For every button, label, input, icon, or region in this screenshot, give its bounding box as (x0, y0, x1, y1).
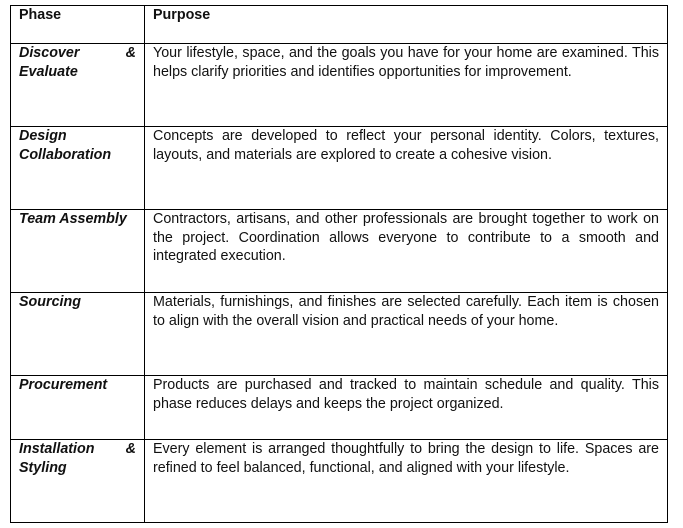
phase-cell: Sourcing (11, 293, 145, 376)
phase-cell: Discover & Evaluate (11, 44, 145, 127)
header-row (11, 6, 668, 44)
purpose-cell: Your lifestyle, space, and the goals you have for your home are examined. This helps clarify priorities and identifies opportunities for improvement. (145, 44, 668, 127)
purpose-cell: Materials, furnishings, and finishes are selected carefully. Each item is chosen to align with the overall vision and practical needs of your home. (145, 293, 668, 376)
table-row (11, 210, 668, 293)
phase-cell: Team Assembly (11, 210, 145, 293)
header-purpose: Purpose (145, 6, 668, 44)
phase-cell: Design Collaboration (11, 127, 145, 210)
purpose-cell: Products are purchased and tracked to maintain schedule and quality. This phase reduces delays and keeps the project organized. (145, 376, 668, 440)
table-row (11, 44, 668, 127)
phase-cell: Installation & Styling (11, 440, 145, 523)
phases-table (10, 5, 668, 523)
phase-cell: Procurement (11, 376, 145, 440)
purpose-cell: Every element is arranged thoughtfully to bring the design to life. Spaces are refined to feel balanced, functional, and aligned with your lifestyle. (145, 440, 668, 523)
header-phase: Phase (11, 6, 145, 44)
table-row (11, 127, 668, 210)
table-row (11, 376, 668, 440)
table-row (11, 293, 668, 376)
purpose-cell: Contractors, artisans, and other professionals are brought together to work on the project. Coordination allows everyone to contribute to a smooth and integrated execution. (145, 210, 668, 293)
table-row (11, 440, 668, 523)
purpose-cell: Concepts are developed to reflect your personal identity. Colors, textures, layouts, and materials are explored to create a cohesive vision. (145, 127, 668, 210)
